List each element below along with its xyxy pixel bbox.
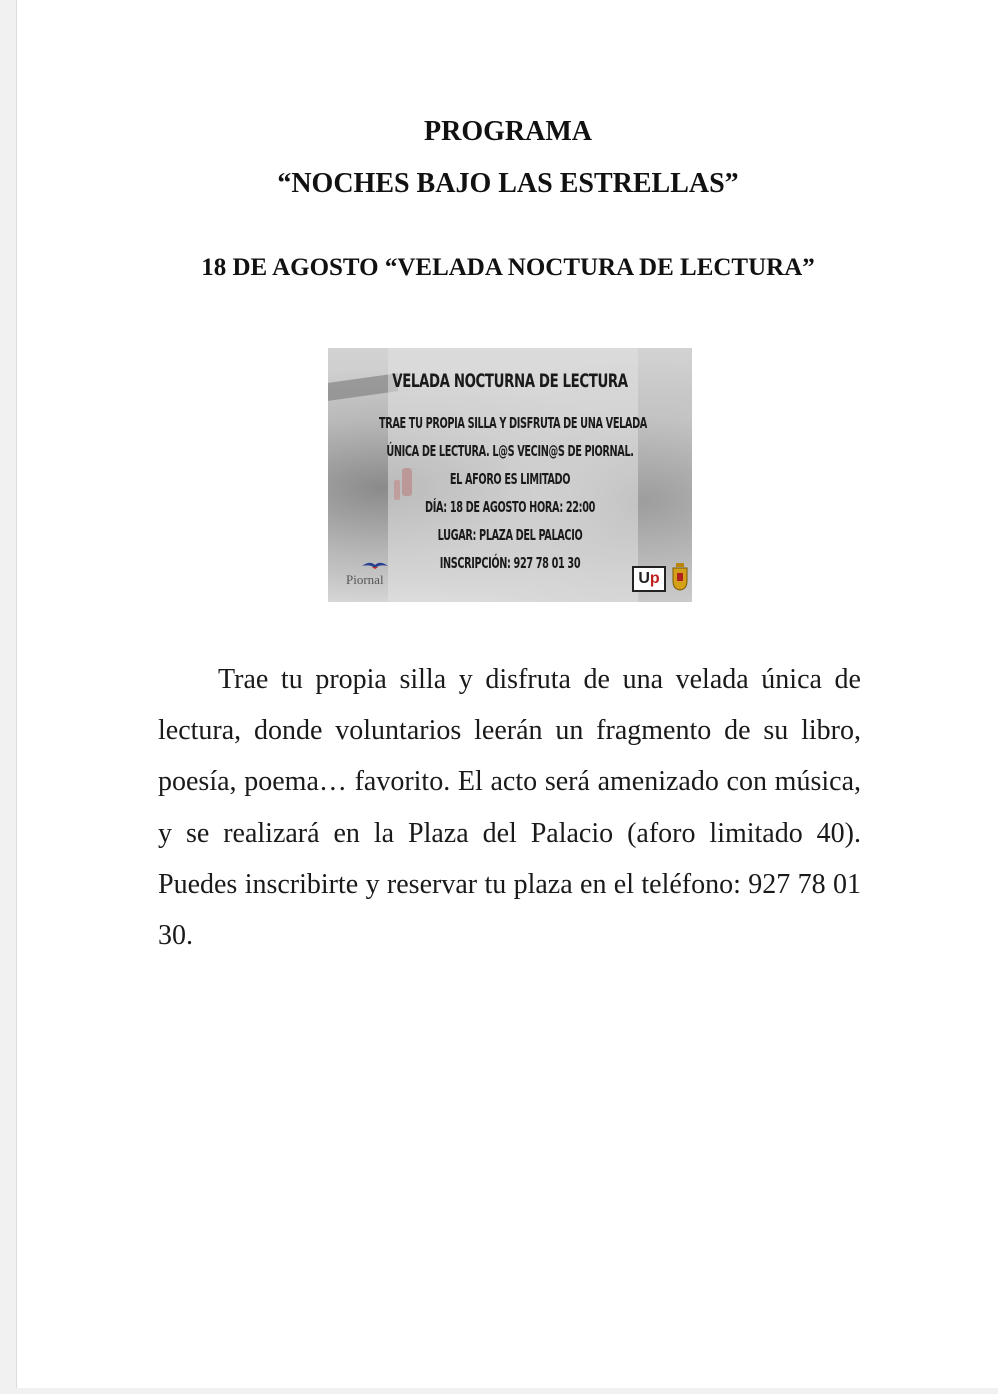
universidad-popular-logo: [632, 566, 666, 592]
piornal-logo-text: Piornal: [346, 572, 384, 587]
logo-letter-p: p: [649, 570, 660, 587]
piornal-logo: [346, 560, 406, 594]
poster-registration-phone: INSCRIPCIÓN: 927 78 01 30: [439, 554, 581, 572]
poster-line: ÚNICA DE LECTURA. L@S VECIN@S DE PIORNAL.: [386, 442, 634, 460]
program-title: PROGRAMA: [424, 116, 592, 147]
event-poster-image: [328, 348, 692, 602]
coat-of-arms-icon: [672, 563, 688, 591]
poster-location: LUGAR: PLAZA DEL PALACIO: [437, 526, 583, 544]
poster-heading: VELADA NOCTURNA DE LECTURA: [392, 370, 628, 392]
event-description: [158, 654, 861, 961]
poster-line: TRAE TU PROPIA SILLA Y DISFRUTA DE UNA VELADA: [378, 414, 647, 432]
logo-letter-u: U: [638, 570, 650, 587]
document-page: [16, 0, 998, 1388]
poster-line: EL AFORO ES LIMITADO: [449, 470, 571, 488]
program-name: “NOCHES BAJO LAS ESTRELLAS”: [277, 168, 739, 199]
bird-icon: [360, 560, 390, 570]
event-heading: 18 DE AGOSTO “VELADA NOCTURA DE LECTURA”: [201, 254, 815, 281]
poster-date-time: DÍA: 18 DE AGOSTO HORA: 22:00: [424, 498, 596, 516]
event-description-text: Trae tu propia silla y disfruta de una velada única de lectura, donde voluntarios leerán un fragmento de su libro, poesía, poema… favorito. El acto será amenizado con música, y se realizará en la Plaza del Palacio (aforo limitado 40). Puedes inscribirte y reservar tu plaza en el teléfono: 927 78 01 30.: [158, 664, 861, 952]
